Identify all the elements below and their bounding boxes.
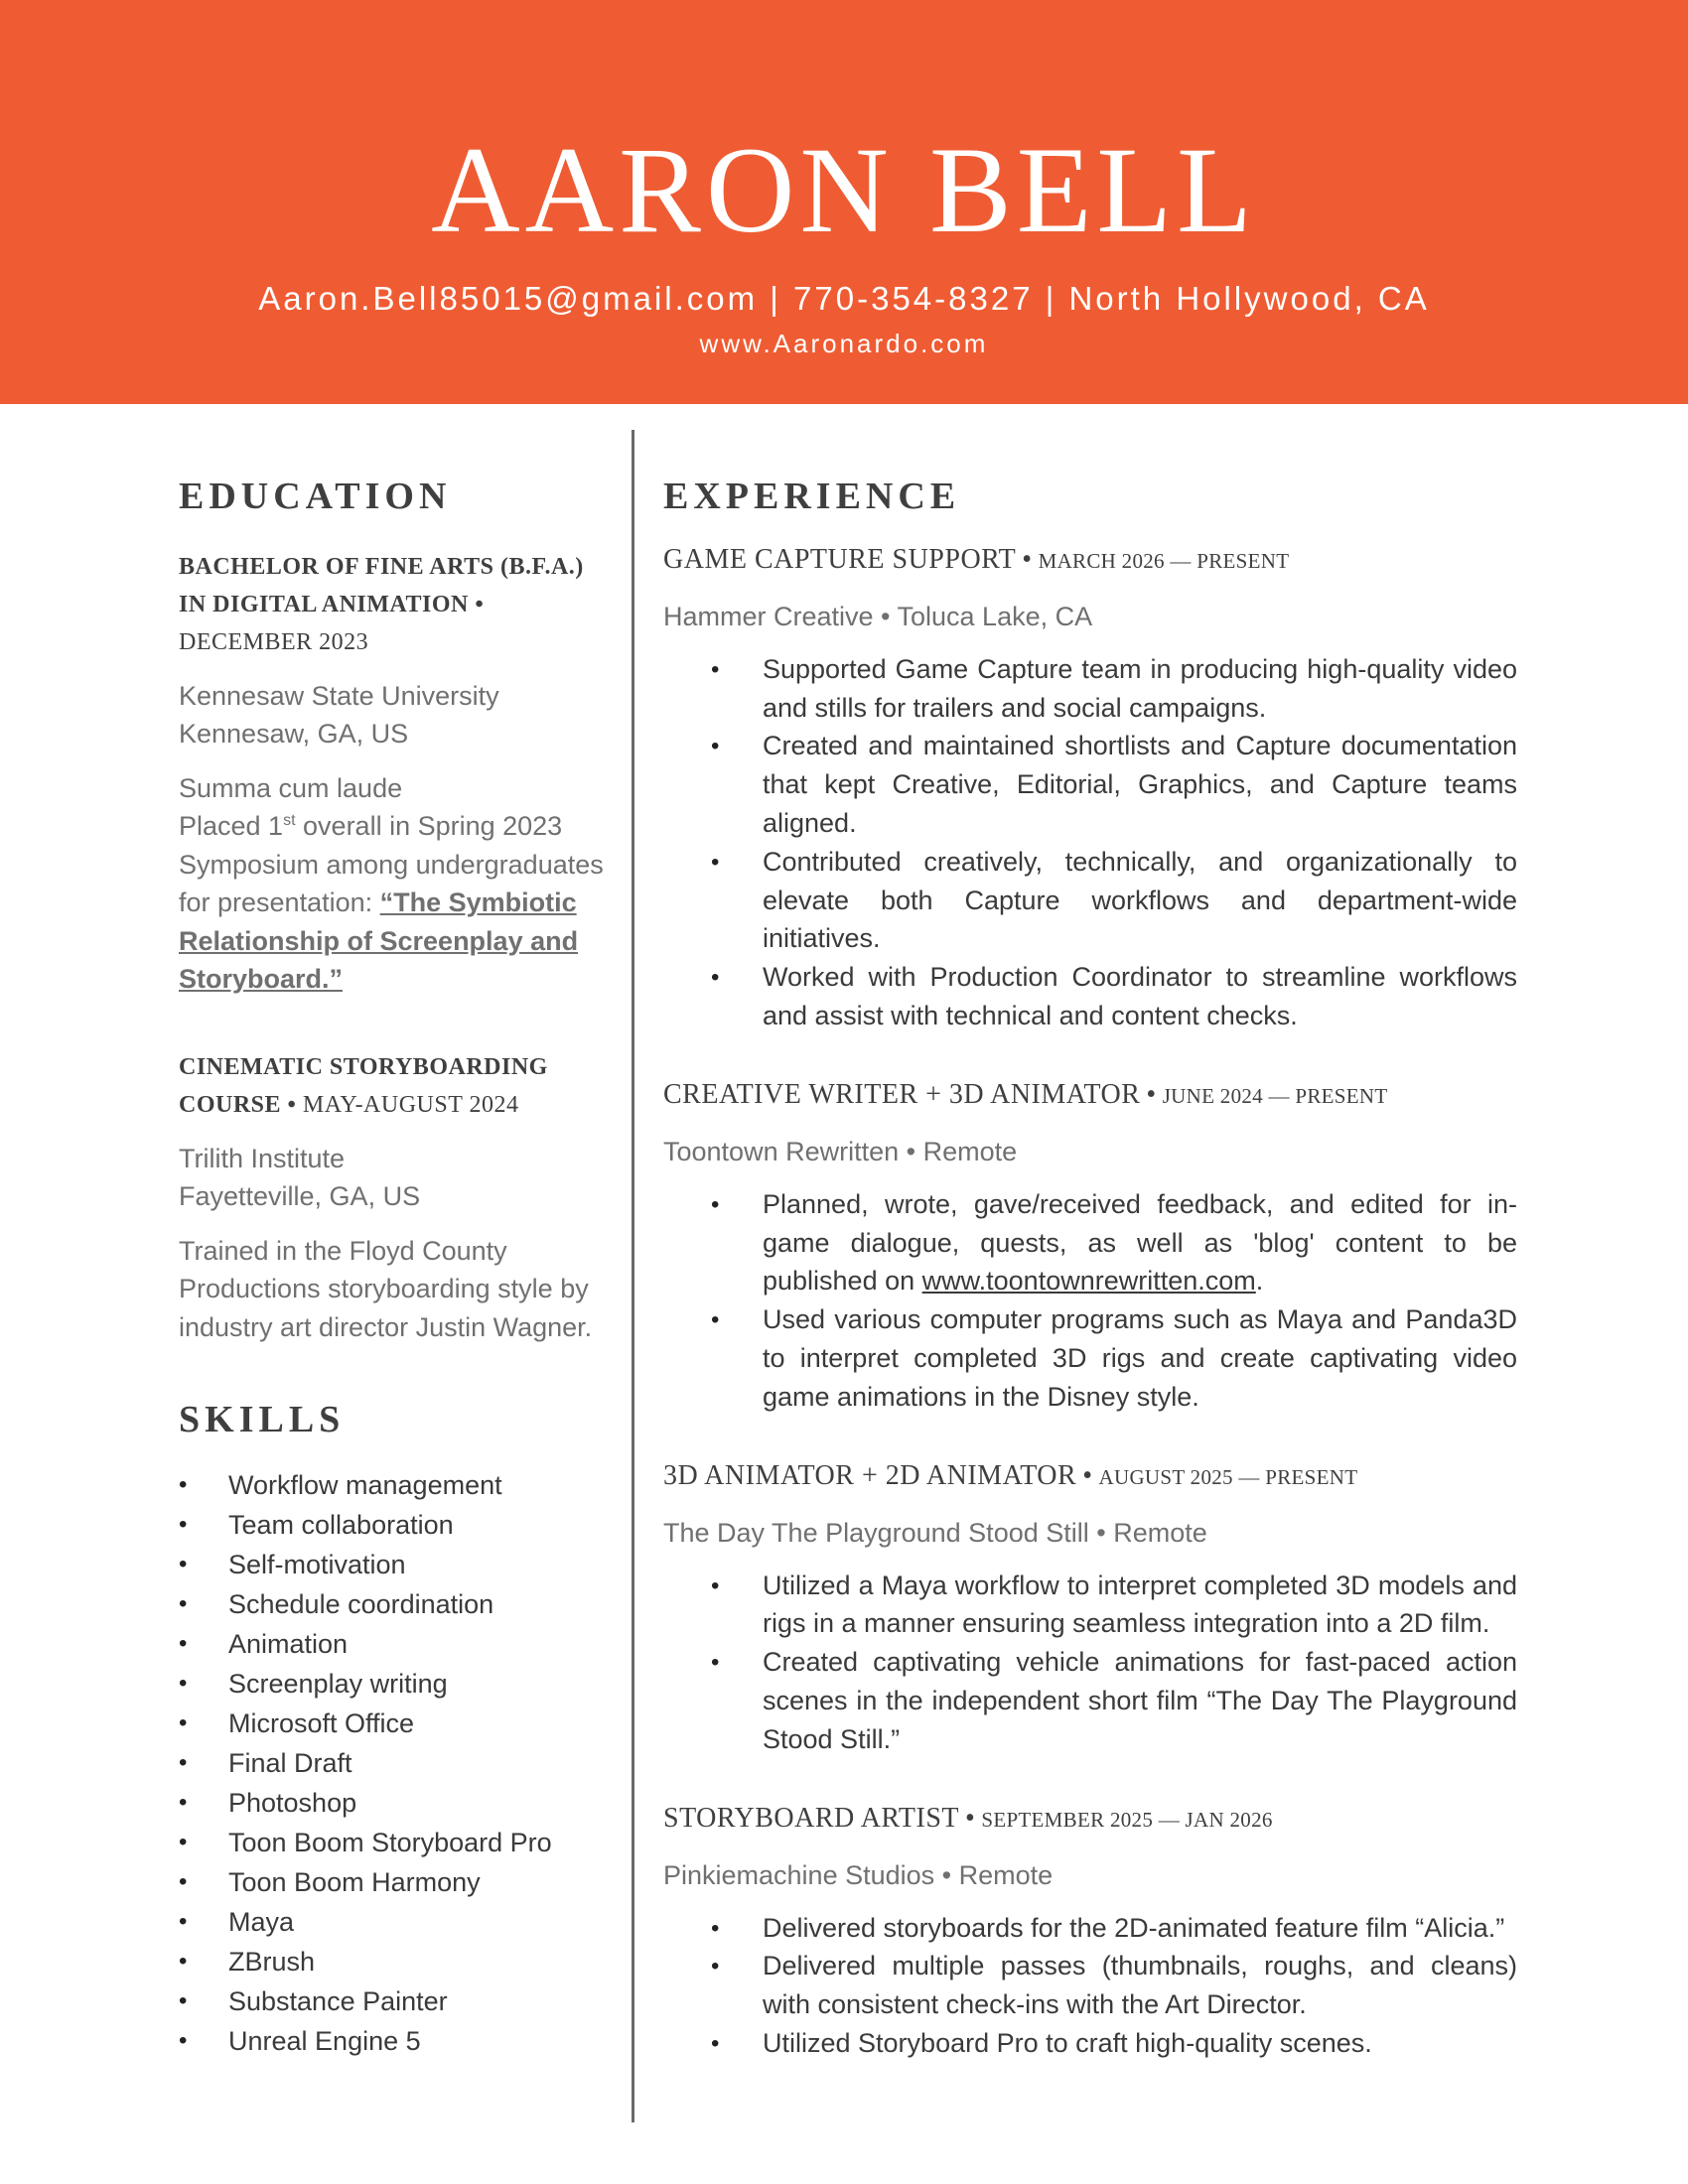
skill-item: [179, 2021, 616, 2061]
bullet-icon: •: [711, 733, 720, 760]
job-entry: [663, 1075, 1517, 1417]
job-duties: [663, 1909, 1517, 2063]
skill-label: Team collaboration: [228, 1510, 454, 1541]
skill-item: [179, 1981, 616, 2021]
school-name: Kennesaw State University: [179, 680, 499, 711]
bullet-icon: •: [711, 1953, 720, 1980]
toontown-link[interactable]: www.toontownrewritten.com: [921, 1266, 1256, 1297]
education-heading: EDUCATION: [179, 476, 452, 517]
presentation-link-line-2[interactable]: Relationship of Screenplay and: [179, 925, 579, 956]
institute-name: Trilith Institute: [179, 1143, 346, 1173]
award-text-post: overall in Spring 2023: [295, 811, 563, 842]
skill-label: Final Draft: [228, 1748, 352, 1779]
course-line-2: [179, 1086, 616, 1124]
duty-item: [663, 1567, 1517, 1644]
resume-header: [0, 0, 1688, 404]
job-entry: [663, 540, 1517, 1035]
duty-text: Created captivating vehicle animations for fast-paced action scenes in the independent short film “The Day The Playground Stood Still.”: [763, 1647, 1517, 1754]
separator-dot: •: [1082, 1459, 1093, 1491]
duty-item: [663, 1185, 1517, 1300]
experience-heading: EXPERIENCE: [663, 476, 961, 517]
institute-location: Fayetteville, GA, US: [179, 1181, 421, 1212]
school-location: Kennesaw, GA, US: [179, 719, 409, 750]
job-duties: [663, 650, 1517, 1035]
bullet-icon: •: [179, 1789, 188, 1817]
bullet-icon: •: [179, 1590, 188, 1618]
skill-item: [179, 1584, 616, 1624]
bullet-icon: •: [179, 1987, 188, 2015]
award-sup: st: [283, 812, 296, 830]
education-entry-course: [179, 1048, 616, 1347]
bullet-icon: •: [711, 1190, 720, 1218]
skill-label: Maya: [228, 1907, 295, 1938]
skill-item: [179, 1704, 616, 1743]
skill-label: Self-motivation: [228, 1550, 406, 1580]
bullet-icon: •: [179, 1471, 188, 1499]
skill-label: Schedule coordination: [228, 1589, 494, 1620]
bullet-icon: •: [711, 964, 720, 992]
presentation-line-3-wrap: [179, 960, 616, 999]
job-title-line: [663, 1075, 1517, 1116]
skill-label: Animation: [228, 1629, 349, 1660]
job-date: MARCH 2026 — PRESENT: [1038, 548, 1290, 573]
bullet-icon: •: [179, 1630, 188, 1658]
bullet-icon: •: [179, 1868, 188, 1896]
education-entry-bfa: [179, 548, 616, 999]
bullet-icon: •: [179, 1709, 188, 1737]
skill-label: Workflow management: [228, 1470, 502, 1501]
bullet-icon: •: [179, 1551, 188, 1578]
course-date: MAY-AUGUST 2024: [302, 1091, 519, 1118]
job-entry: [663, 1799, 1517, 2063]
job-duties: [663, 1567, 1517, 1759]
bullet-icon: •: [711, 2029, 720, 2057]
right-column: [663, 477, 1517, 2063]
separator-dot: •: [965, 1802, 976, 1834]
skill-item: [179, 1664, 616, 1704]
job-date: JUNE 2024 — PRESENT: [1162, 1083, 1388, 1108]
course-desc-line-3: industry art director Justin Wagner.: [179, 1311, 593, 1342]
skill-item: [179, 1783, 616, 1823]
skill-label: Toon Boom Storyboard Pro: [228, 1828, 552, 1858]
degree-line-2: IN DIGITAL ANIMATION •: [179, 591, 485, 617]
job-entry: [663, 1456, 1517, 1759]
job-company: Pinkiemachine Studios • Remote: [663, 1859, 1054, 1890]
contact-line: Aaron.Bell85015@gmail.com | 770-354-8327 | North Hollywood, CA: [258, 280, 1430, 317]
skill-label: Photoshop: [228, 1788, 357, 1819]
candidate-name: AARON BELL: [431, 122, 1257, 258]
award-line-3-pre: for presentation:: [179, 887, 380, 918]
skill-label: Microsoft Office: [228, 1708, 415, 1739]
award-line-3: [179, 884, 616, 922]
course-line-1: CINEMATIC STORYBOARDING: [179, 1053, 548, 1080]
skill-item: [179, 1465, 616, 1505]
column-divider: [632, 430, 634, 2122]
skill-item: [179, 1743, 616, 1783]
bullet-icon: •: [711, 1914, 720, 1942]
duty-text: Supported Game Capture team in producing high-quality video and stills for trailers and social campaigns.: [763, 653, 1517, 723]
presentation-line-2-wrap: [179, 922, 616, 961]
bullet-icon: •: [179, 1511, 188, 1539]
bullet-icon: •: [179, 1948, 188, 1976]
presentation-link-line-3[interactable]: Storyboard.”: [179, 964, 344, 995]
job-title-line: [663, 1456, 1517, 1497]
job-title-line: [663, 540, 1517, 581]
bullet-icon: •: [179, 1829, 188, 1856]
skill-item: [179, 1624, 616, 1664]
skill-item: [179, 1505, 616, 1545]
duty-text: Worked with Production Coordinator to streamline workflows and assist with technical and content checks.: [763, 962, 1517, 1030]
bullet-icon: •: [179, 2027, 188, 2055]
job-date: AUGUST 2025 — PRESENT: [1098, 1464, 1358, 1489]
skill-item: [179, 1942, 616, 1981]
award-text-pre: Placed 1: [179, 811, 284, 842]
duty-text-end: .: [1255, 1266, 1264, 1297]
duty-text: Created and maintained shortlists and Capture documentation that kept Creative, Editorial, Graphics, and Capture teams aligned.: [763, 731, 1517, 838]
duty-text: Delivered storyboards for the 2D-animated feature film “Alicia.”: [763, 1912, 1505, 1943]
job-title: 3D ANIMATOR + 2D ANIMATOR: [663, 1459, 1077, 1491]
award-line-1: [179, 807, 616, 846]
skill-label: Substance Painter: [228, 1986, 448, 2017]
course-desc-line-2: Productions storyboarding style by: [179, 1274, 589, 1304]
award-line-2: Symposium among undergraduates: [179, 849, 604, 880]
degree-title: [179, 548, 616, 661]
degree-line-1: BACHELOR OF FINE ARTS (B.F.A.): [179, 553, 584, 580]
duty-item: [663, 1643, 1517, 1758]
skill-item: [179, 1902, 616, 1942]
duty-item: [663, 650, 1517, 728]
job-company: Hammer Creative • Toluca Lake, CA: [663, 601, 1093, 631]
bullet-icon: •: [179, 1670, 188, 1698]
job-title-line: [663, 1799, 1517, 1840]
skill-item: [179, 1545, 616, 1584]
job-title: CREATIVE WRITER + 3D ANIMATOR: [663, 1078, 1141, 1110]
bullet-icon: •: [711, 1571, 720, 1599]
duty-item: [663, 1300, 1517, 1416]
job-company: The Day The Playground Stood Still • Remote: [663, 1517, 1207, 1548]
bullet-icon: •: [711, 1306, 720, 1334]
course-title: [179, 1048, 616, 1124]
duty-item: [663, 958, 1517, 1035]
degree-date: DECEMBER 2023: [179, 628, 369, 655]
job-title: STORYBOARD ARTIST: [663, 1802, 960, 1834]
skills-heading: SKILLS: [179, 1399, 346, 1441]
bullet-icon: •: [711, 1649, 720, 1677]
website-line: www.Aaronardo.com: [699, 329, 989, 358]
bullet-icon: •: [711, 655, 720, 683]
job-title: GAME CAPTURE SUPPORT: [663, 543, 1017, 575]
bullet-icon: •: [179, 1908, 188, 1936]
bullet-icon: •: [711, 848, 720, 876]
duty-item: [663, 2024, 1517, 2063]
skill-item: [179, 1823, 616, 1862]
separator-dot: •: [1146, 1078, 1157, 1110]
skill-item: [179, 1862, 616, 1902]
duty-item: [663, 1947, 1517, 2024]
job-company: Toontown Rewritten • Remote: [663, 1136, 1018, 1166]
skill-label: Unreal Engine 5: [228, 2026, 421, 2057]
duty-text: Planned, wrote, gave/received feedback, and edited for in-game dialogue, quests, as well as 'blog' content to be published on: [763, 1188, 1517, 1297]
separator-dot: •: [1022, 543, 1033, 575]
duty-item: [663, 727, 1517, 842]
duty-item: [663, 1909, 1517, 1948]
skills-list: [179, 1465, 616, 2061]
course-desc-line-1: Trained in the Floyd County: [179, 1235, 507, 1266]
bullet-icon: •: [179, 1749, 188, 1777]
presentation-link[interactable]: “The Symbiotic: [379, 887, 577, 918]
duty-item: [663, 843, 1517, 958]
skill-label: Screenplay writing: [228, 1669, 448, 1700]
skill-label: Toon Boom Harmony: [228, 1867, 481, 1898]
duty-text: Contributed creatively, technically, and organizationally to elevate both Capture workflows and department-wide initiatives.: [763, 846, 1517, 954]
honors: Summa cum laude: [179, 772, 403, 803]
skill-label: ZBrush: [228, 1947, 316, 1978]
job-date: SEPTEMBER 2025 — JAN 2026: [981, 1807, 1273, 1832]
job-duties: [663, 1185, 1517, 1417]
left-column: [179, 477, 616, 2061]
duty-text: Utilized a Maya workflow to interpret completed 3D models and rigs in a manner ensuring seamless integration into a 2D film.: [763, 1570, 1517, 1639]
duty-text: Delivered multiple passes (thumbnails, roughs, and cleans) with consistent check-ins with the Art Director.: [763, 1951, 1517, 2020]
duty-text: Used various computer programs such as Maya and Panda3D to interpret completed 3D rigs and create captivating video game animations in the Disney style.: [763, 1304, 1517, 1412]
duty-text: Utilized Storyboard Pro to craft high-quality scenes.: [763, 2027, 1372, 2058]
course-line-2-text: COURSE •: [179, 1091, 297, 1118]
